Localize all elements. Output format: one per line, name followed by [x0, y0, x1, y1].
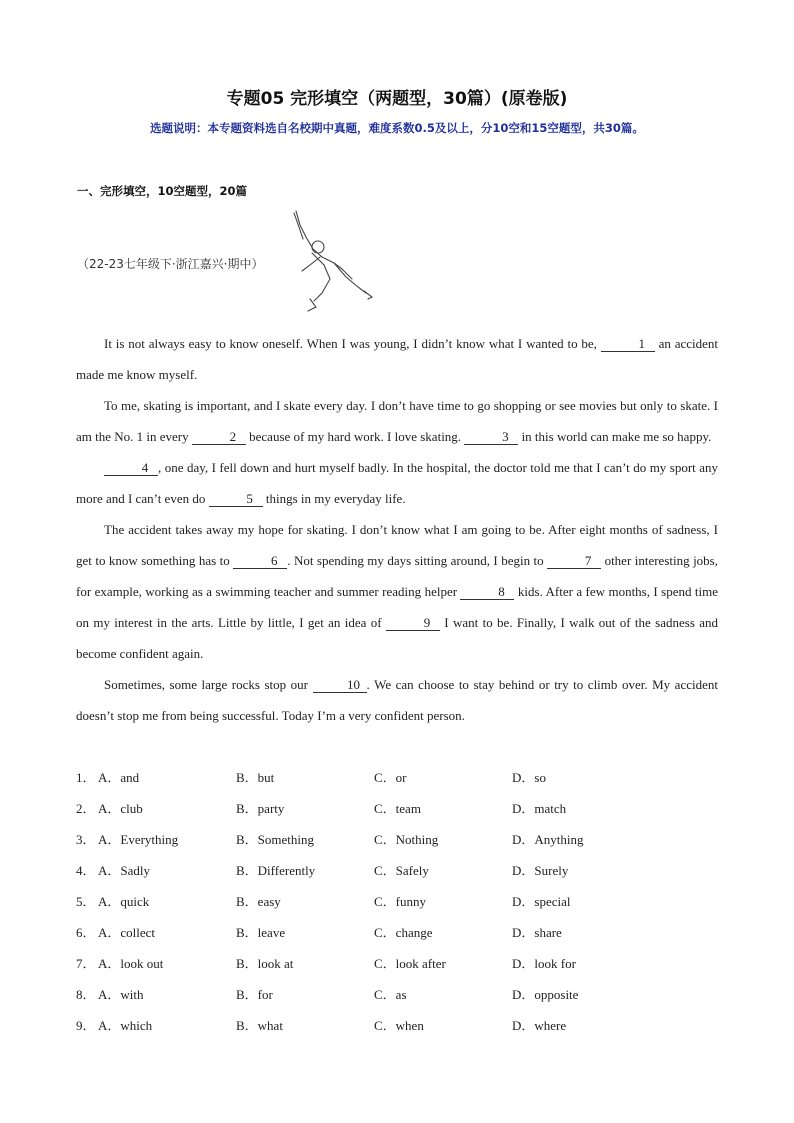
option-c[interactable]: C．Nothing [374, 832, 439, 847]
option-a[interactable]: A．club [98, 801, 143, 816]
option-row [76, 886, 718, 917]
option-b[interactable]: B．leave [236, 925, 286, 940]
option-b[interactable]: B．Differently [236, 863, 316, 878]
option-a[interactable]: A．Sadly [98, 863, 151, 878]
blank-8[interactable]: 8 [460, 585, 514, 600]
question-number: 2． [76, 801, 96, 816]
option-d[interactable]: D．Surely [512, 863, 569, 878]
blank-1[interactable]: 1 [601, 337, 655, 352]
option-d[interactable]: D．where [512, 1018, 567, 1033]
option-b[interactable]: B．party [236, 801, 285, 816]
option-row [76, 793, 718, 824]
option-row [76, 1010, 718, 1041]
option-row [76, 855, 718, 886]
option-b[interactable]: B．for [236, 987, 273, 1002]
option-d[interactable]: D．match [512, 801, 567, 816]
option-c[interactable]: C．as [374, 987, 407, 1002]
option-row [76, 824, 718, 855]
option-a[interactable]: A．and [98, 770, 140, 785]
cloze-passage [76, 328, 718, 731]
paragraph: 4 , one day, I fell down and hurt myself badly. In the hospital, the doctor told me that I can’t do my sport any more and I can’t even do 5 things in my everyday life. [76, 460, 718, 506]
blank-2[interactable]: 2 [192, 430, 246, 445]
option-a[interactable]: A．look out [98, 956, 164, 971]
option-d[interactable]: D．opposite [512, 987, 579, 1002]
blank-10[interactable]: 10 [313, 678, 367, 693]
question-number: 8． [76, 987, 96, 1002]
option-b[interactable]: B．what [236, 1018, 283, 1033]
blank-7[interactable]: 7 [547, 554, 601, 569]
blank-5[interactable]: 5 [209, 492, 263, 507]
option-c[interactable]: C．or [374, 770, 407, 785]
option-c[interactable]: C．when [374, 1018, 424, 1033]
option-a[interactable]: A．with [98, 987, 144, 1002]
option-a[interactable]: A．collect [98, 925, 156, 940]
blank-4[interactable]: 4 [104, 461, 158, 476]
option-d[interactable]: D．share [512, 925, 562, 940]
option-c[interactable]: C．look after [374, 956, 446, 971]
selection-note: 选题说明：本专题资料选自名校期中真题，难度系数0.5及以上，分10空和15空题型，共30篇。 [150, 121, 644, 135]
option-row [76, 917, 718, 948]
option-a[interactable]: A．Everything [98, 832, 179, 847]
option-c[interactable]: C．funny [374, 894, 427, 909]
option-c[interactable]: C．change [374, 925, 433, 940]
option-d[interactable]: D．look for [512, 956, 576, 971]
question-number: 9． [76, 1018, 96, 1033]
option-row [76, 979, 718, 1010]
section-heading: 一、完形填空，10空题型，20篇 [77, 184, 248, 198]
blank-3[interactable]: 3 [464, 430, 518, 445]
paragraph: The accident takes away my hope for skating. I don’t know what I am going to be. After eight months of sadness, I get to know something has to 6 . Not spending my days sitting around, I begin to 7 other interesting jobs, for example, working as a swimming teacher and summer reading helper 8 kids. After a few months, I spend time on my interest in the arts. Little by little, I get an idea of 9 I want to be. Finally, I walk out of the sadness and become confident again. [76, 522, 718, 661]
question-number: 3． [76, 832, 96, 847]
option-c[interactable]: C．team [374, 801, 421, 816]
question-number: 5． [76, 894, 96, 909]
blank-9[interactable]: 9 [386, 616, 440, 631]
question-number: 4． [76, 863, 96, 878]
answer-options [76, 762, 718, 1041]
option-row [76, 948, 718, 979]
option-c[interactable]: C．Safely [374, 863, 429, 878]
question-source: （22-23七年级下·浙江嘉兴·期中） [77, 257, 264, 271]
question-number: 6． [76, 925, 96, 940]
paragraph: Sometimes, some large rocks stop our 10 . We can choose to stay behind or try to climb over. My accident doesn’t stop me from being successful. Today I’m a very confident person. [76, 677, 718, 723]
option-row [76, 762, 718, 793]
question-number: 7． [76, 956, 96, 971]
paragraph: It is not always easy to know oneself. When I was young, I didn’t know what I wanted to be, 1 an accident made me know myself. [76, 336, 719, 382]
paragraph: To me, skating is important, and I skate every day. I don’t have time to go shopping or see movies but only to skate. I am the No. 1 in every 2 because of my hard work. I love skating. 3 in this world can make me so happy. [76, 398, 718, 444]
option-d[interactable]: D．so [512, 770, 546, 785]
option-b[interactable]: B．Something [236, 832, 315, 847]
option-d[interactable]: D．Anything [512, 832, 584, 847]
page-title: 专题05 完形填空（两题型，30篇）(原卷版) [226, 89, 568, 109]
option-d[interactable]: D．special [512, 894, 571, 909]
skater-illustration [286, 207, 378, 317]
option-b[interactable]: B．look at [236, 956, 294, 971]
question-number: 1． [76, 770, 96, 785]
option-a[interactable]: A．which [98, 1018, 153, 1033]
option-b[interactable]: B．but [236, 770, 275, 785]
option-a[interactable]: A．quick [98, 894, 150, 909]
blank-6[interactable]: 6 [233, 554, 287, 569]
option-b[interactable]: B．easy [236, 894, 281, 909]
